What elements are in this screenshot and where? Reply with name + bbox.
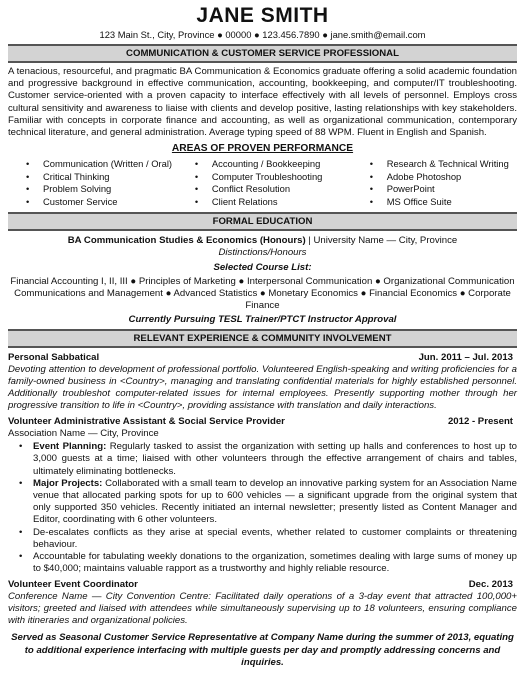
skill-item: • Communication (Written / Oral) [26, 158, 195, 171]
job-header [8, 416, 517, 428]
skill-item: • Adobe Photoshop [370, 171, 517, 184]
section-education-title: FORMAL EDUCATION [8, 212, 517, 231]
job-header [8, 579, 517, 591]
professional-summary: A tenacious, resourceful, and pragmatic BA Communication & Economics graduate offering a solid academic foundation and progressive background in effective communication, accounting, bookkeeping, and computer/IT troubleshooting. Customer service-oriented with a proven capacity to interface effectively with all levels of personnel. Employs cross cultural sensitivity and awareness to liaise with clients and develop positive, lasting relationships with key stakeholders. Familiar with concepts in corporate finance and accounting, as well as organizational communication, contemporary technical literature, and general administration. Average typing speed of 88 WPM. Fluent in English and Spanish. [8, 66, 517, 139]
closing-statement: Served as Seasonal Customer Service Representative at Company Name during the summer of 2013, equating to additional experience interfacing with multiple guests per day and promptly addressing concerns and inquiries. [11, 632, 514, 669]
candidate-name: JANE SMITH [196, 4, 329, 27]
job-dates: Dec. 2013 [468, 579, 513, 591]
contact-info: 123 Main St., City, Province ● 00000 ● 123.456.7890 ● jane.smith@email.com [99, 29, 426, 40]
skill-item: • Customer Service [26, 196, 195, 209]
course-list-heading: Selected Course List: [213, 261, 312, 273]
skill-item: • PowerPoint [370, 183, 517, 196]
skill-item: • Accounting / Bookkeeping [195, 158, 370, 171]
bullet-label: Event Planning: [33, 441, 107, 453]
skill-item: • Problem Solving [26, 183, 195, 196]
course-list-line-2: Communications and Management ● Advanced Statistics ● Monetary Economics ● Financial Economics ● Corporate Finance [14, 287, 511, 311]
job-title: Personal Sabbatical [8, 352, 100, 364]
skill-item: • Critical Thinking [26, 171, 195, 184]
certification-note: Currently Pursuing TESL Trainer/PTCT Instructor Approval [128, 314, 397, 326]
bullet-text: Regularly tasked to assist the organization with setting up halls and conferences to host up to 3,000 guests at a time; liaised with other volunteers through the effective arrangement of chairs and tables, ultimately eliminating bottlenecks. [33, 441, 517, 477]
honours: Distinctions/Honours [218, 246, 307, 258]
skill-item: • Conflict Resolution [195, 183, 370, 196]
list-item [8, 478, 517, 527]
course-list-line-1: Financial Accounting I, II, III ● Principles of Marketing ● Interpersonal Communication ● Organizational Communication [10, 275, 515, 287]
skill-item: • MS Office Suite [370, 196, 517, 209]
degree-line [8, 235, 517, 247]
job-title: Volunteer Administrative Assistant & Social Service Provider [8, 416, 285, 428]
list-item [8, 441, 517, 478]
bullet-label: Major Projects: [33, 477, 103, 489]
job-dates: 2012 - Present [447, 416, 513, 428]
skill-item: • Research & Technical Writing [370, 158, 517, 171]
degree-name: BA Communication Studies & Economics (Honours) [67, 234, 306, 246]
section-professional-title: COMMUNICATION & CUSTOMER SERVICE PROFESSIONAL [8, 44, 517, 63]
skill-item: • Computer Troubleshooting [195, 171, 370, 184]
skills-column-1 [26, 158, 195, 208]
job-bullets [8, 441, 517, 575]
list-item: • Accountable for tabulating weekly donations to the organization, sometimes dealing with large sums of money up to $40,000; maintains valuable rapport as a trustworthy and highly reliable resource. [8, 551, 517, 575]
job-header [8, 352, 517, 364]
performance-heading: AREAS OF PROVEN PERFORMANCE [171, 143, 354, 155]
job-description: Devoting attention to development of professional portfolio. Volunteered English-speaking and writing proficiencies for a family-owned business in <Country>, managing and translating confidential materials for highly established personnel. Additionally troubleshot computer-related issues for internal employees. Presently supporting mother through her progressive transition to life in <Country>, providing assistance with translation and daily interactions. [8, 364, 517, 412]
bullet-text: Collaborated with a small team to develop an innovative parking system for an Association Name venue that allocated parking spots for up to 600 vehicles — a significant upgrade from the original system that only supported 350 vehicles. Recently initiated an internal newsletter; presently listed as Content Manager and Editor, coordinating with 6 other volunteers. [33, 477, 518, 526]
job-organization: Association Name — City, Province [8, 428, 159, 440]
list-item: • De-escalates conflicts as they arise at special events, whether related to customer complaints or threatening behaviour. [8, 527, 517, 551]
job-title: Volunteer Event Coordinator [8, 579, 138, 591]
skills-grid [8, 158, 517, 208]
section-experience-title: RELEVANT EXPERIENCE & COMMUNITY INVOLVEMENT [8, 329, 517, 348]
job-description: Conference Name — City Convention Centre: Facilitated daily operations of a 3-day event that attracted 100,000+ visitors; greeted and liaised with attendees while simultaneously supervising up to 18 volunteers, ensuring compliance with itineraries and organizational policies. [8, 591, 517, 627]
school-name: | University Name — City, Province [305, 234, 458, 246]
skills-column-2 [195, 158, 370, 208]
job-dates: Jun. 2011 – Jul. 2013 [418, 352, 513, 364]
skills-column-3 [370, 158, 517, 208]
skill-item: • Client Relations [195, 196, 370, 209]
